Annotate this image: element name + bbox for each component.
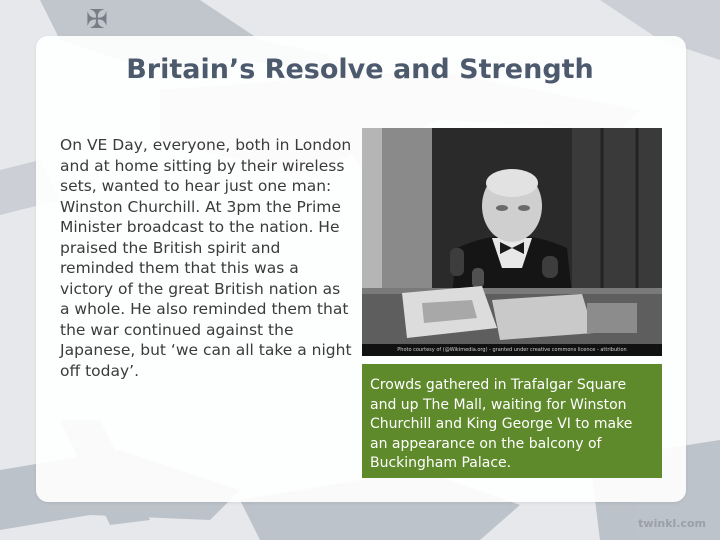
churchill-photo [362,128,662,356]
slide-title: Britain’s Resolve and Strength [126,54,594,85]
caption-text: Crowds gathered in Trafalgar Square and up The Mall, waiting for Winston Churchill and King George VI to make an appearance on the balcony of Buckingham Palace. [370,377,633,471]
caption-box [362,364,662,478]
svg-text:✠: ✠ [86,5,108,35]
photo-credit: Photo courtesy of (@Wikimedia.org) - granted under creative commons licence - attribution [362,344,662,356]
twinkl-logo[interactable]: twinkl.com [638,517,706,530]
body-paragraph: On VE Day, everyone, both in London and at home sitting by their wireless sets, wanted to hear just one man: Winston Churchill. At 3pm the Prime Minister broadcast to the nation. He praised the British spirit and reminded them that this was a victory of the great British nation as a whole. He also reminded them that the war continued against the Japanese, but ‘we can all take a night off today’. [60,136,352,380]
